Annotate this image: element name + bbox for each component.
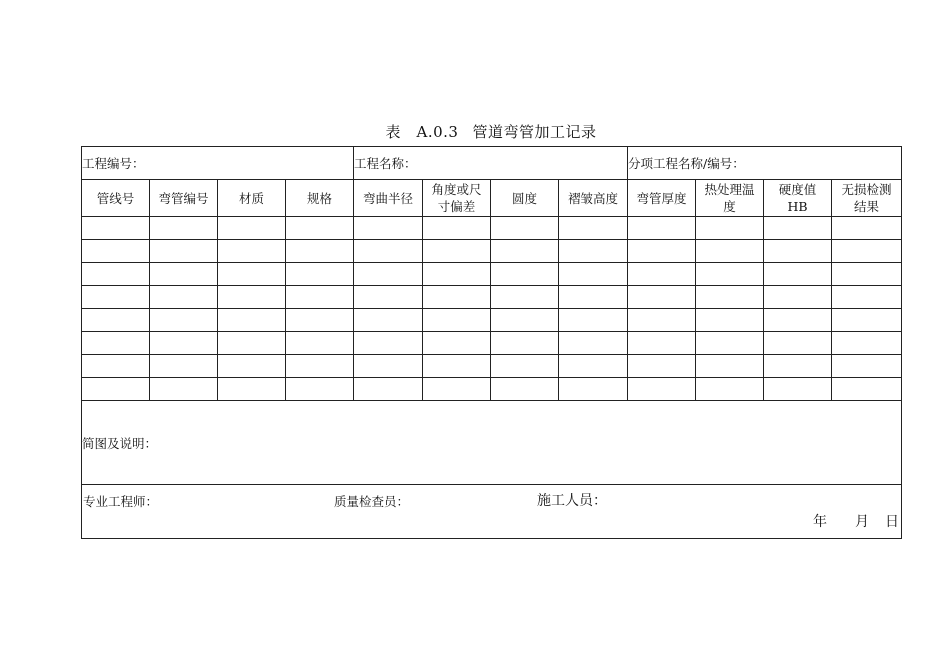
table-cell[interactable]	[150, 355, 218, 378]
table-title	[0, 121, 950, 142]
table-cell[interactable]	[832, 286, 902, 309]
table-cell[interactable]	[491, 378, 559, 401]
column-header	[559, 180, 628, 217]
column-header-row	[82, 180, 902, 217]
table-name: 管道弯管加工记录	[472, 123, 597, 141]
signature-cell	[82, 485, 902, 539]
engineer-label: 专业工程师：	[83, 494, 159, 509]
table-cell[interactable]	[82, 332, 150, 355]
table-cell[interactable]	[832, 217, 902, 240]
column-header	[764, 180, 832, 217]
table-cell[interactable]	[628, 332, 696, 355]
table-cell[interactable]	[354, 332, 423, 355]
table-cell[interactable]	[628, 263, 696, 286]
table-cell[interactable]	[286, 240, 354, 263]
inspector-label: 质量检查员：	[334, 494, 410, 509]
project-name-label: 工程名称：	[354, 156, 417, 171]
table-cell[interactable]	[150, 217, 218, 240]
table-cell[interactable]	[82, 240, 150, 263]
table-cell[interactable]	[559, 355, 628, 378]
table-cell[interactable]	[559, 332, 628, 355]
table-cell[interactable]	[559, 240, 628, 263]
project-no-label: 工程编号：	[82, 156, 145, 171]
column-header	[696, 180, 764, 217]
table-cell[interactable]	[696, 217, 764, 240]
month-label: 月	[855, 514, 869, 530]
column-header-line1: 弯管厚度	[636, 190, 687, 206]
table-cell[interactable]	[354, 263, 423, 286]
table-cell[interactable]	[764, 286, 832, 309]
project-info-row	[82, 147, 902, 180]
table-cell[interactable]	[491, 355, 559, 378]
table-cell[interactable]	[354, 378, 423, 401]
table-cell[interactable]	[628, 240, 696, 263]
column-header-line1: 硬度值	[778, 182, 817, 197]
table-cell[interactable]	[628, 217, 696, 240]
table-cell[interactable]	[423, 355, 491, 378]
bend-record-table	[81, 146, 902, 539]
table-cell[interactable]	[764, 309, 832, 332]
table-cell[interactable]	[286, 378, 354, 401]
table-cell[interactable]	[832, 309, 902, 332]
table-cell[interactable]	[559, 378, 628, 401]
date-line	[813, 511, 899, 531]
table-cell[interactable]	[82, 378, 150, 401]
table-cell[interactable]	[628, 355, 696, 378]
day-label: 日	[885, 514, 899, 530]
table-row	[82, 378, 902, 401]
sketch-row	[82, 401, 902, 485]
table-cell[interactable]	[559, 286, 628, 309]
project-name-cell[interactable]	[354, 147, 628, 180]
table-cell[interactable]	[218, 240, 286, 263]
table-cell[interactable]	[423, 378, 491, 401]
table-cell[interactable]	[354, 309, 423, 332]
table-cell[interactable]	[491, 240, 559, 263]
column-header-line2: 结果	[853, 199, 879, 214]
table-cell[interactable]	[218, 286, 286, 309]
year-label: 年	[813, 514, 827, 530]
table-cell[interactable]	[832, 332, 902, 355]
table-cell[interactable]	[764, 332, 832, 355]
table-cell[interactable]	[628, 286, 696, 309]
table-cell[interactable]	[559, 309, 628, 332]
column-header	[82, 180, 150, 217]
column-header	[628, 180, 696, 217]
table-cell[interactable]	[286, 217, 354, 240]
table-cell[interactable]	[832, 355, 902, 378]
table-cell[interactable]	[491, 263, 559, 286]
table-cell[interactable]	[286, 309, 354, 332]
column-header-line2: 寸偏差	[437, 199, 476, 214]
table-cell[interactable]	[423, 286, 491, 309]
table-number: 表 A.0.3	[385, 123, 459, 141]
table-cell[interactable]	[764, 378, 832, 401]
table-cell[interactable]	[218, 309, 286, 332]
table-cell[interactable]	[150, 378, 218, 401]
table-cell[interactable]	[286, 263, 354, 286]
column-header-line1: 圆度	[511, 190, 537, 206]
table-cell[interactable]	[628, 378, 696, 401]
table-cell[interactable]	[696, 332, 764, 355]
project-no-cell[interactable]	[82, 147, 354, 180]
column-header-line1: 规格	[306, 190, 332, 206]
table-cell[interactable]	[150, 332, 218, 355]
table-cell[interactable]	[423, 240, 491, 263]
table-row	[82, 240, 902, 263]
column-header-line1: 褶皱高度	[567, 190, 618, 206]
table-cell[interactable]	[354, 355, 423, 378]
table-cell[interactable]	[832, 378, 902, 401]
column-header	[150, 180, 218, 217]
table-cell[interactable]	[150, 240, 218, 263]
table-cell[interactable]	[218, 355, 286, 378]
column-header-line2: HB	[787, 199, 808, 214]
table-cell[interactable]	[150, 263, 218, 286]
table-cell[interactable]	[491, 332, 559, 355]
column-header-line1: 弯管编号	[158, 190, 209, 206]
table-cell[interactable]	[696, 378, 764, 401]
table-cell[interactable]	[764, 355, 832, 378]
table-cell[interactable]	[354, 286, 423, 309]
table-cell[interactable]	[82, 355, 150, 378]
column-header	[286, 180, 354, 217]
table-cell[interactable]	[491, 309, 559, 332]
table-cell[interactable]	[764, 240, 832, 263]
table-cell[interactable]	[696, 309, 764, 332]
table-cell[interactable]	[491, 286, 559, 309]
table-cell[interactable]	[696, 355, 764, 378]
table-cell[interactable]	[354, 217, 423, 240]
table-row	[82, 263, 902, 286]
table-cell[interactable]	[764, 217, 832, 240]
table-cell[interactable]	[696, 263, 764, 286]
table-cell[interactable]	[218, 217, 286, 240]
table-cell[interactable]	[150, 286, 218, 309]
table-cell[interactable]	[696, 240, 764, 263]
table-cell[interactable]	[150, 309, 218, 332]
table-cell[interactable]	[423, 332, 491, 355]
table-cell[interactable]	[82, 309, 150, 332]
table-row	[82, 332, 902, 355]
table-cell[interactable]	[559, 263, 628, 286]
worker-label: 施工人员：	[537, 493, 607, 509]
column-header-line1: 弯曲半径	[362, 190, 413, 206]
table-cell[interactable]	[696, 286, 764, 309]
column-header	[832, 180, 902, 217]
table-cell[interactable]	[423, 309, 491, 332]
sketch-cell[interactable]	[82, 401, 902, 485]
table-cell[interactable]	[628, 309, 696, 332]
column-header	[491, 180, 559, 217]
table-cell[interactable]	[82, 286, 150, 309]
table-cell[interactable]	[832, 263, 902, 286]
table-row	[82, 355, 902, 378]
column-header	[218, 180, 286, 217]
column-header	[354, 180, 423, 217]
column-header-line1: 材质	[238, 190, 264, 206]
table-row	[82, 217, 902, 240]
table-row	[82, 309, 902, 332]
column-header-line1: 管线号	[96, 190, 135, 206]
table-cell[interactable]	[559, 217, 628, 240]
table-cell[interactable]	[82, 263, 150, 286]
table-cell[interactable]	[423, 263, 491, 286]
sub-project-cell[interactable]	[628, 147, 902, 180]
table-cell[interactable]	[218, 378, 286, 401]
column-header-line1: 角度或尺	[431, 182, 482, 197]
table-cell[interactable]	[218, 332, 286, 355]
table-cell[interactable]	[832, 240, 902, 263]
table-cell[interactable]	[423, 217, 491, 240]
table-cell[interactable]	[82, 217, 150, 240]
table-row	[82, 286, 902, 309]
table-cell[interactable]	[764, 263, 832, 286]
data-rows	[82, 217, 902, 401]
table-cell[interactable]	[354, 240, 423, 263]
table-cell[interactable]	[286, 355, 354, 378]
signature-row	[82, 485, 902, 539]
sketch-label: 简图及说明：	[82, 435, 158, 451]
column-header	[423, 180, 491, 217]
sub-project-label: 分项工程名称/编号：	[628, 156, 745, 171]
table-cell[interactable]	[286, 286, 354, 309]
table-cell[interactable]	[218, 263, 286, 286]
table-cell[interactable]	[491, 217, 559, 240]
table-cell[interactable]	[286, 332, 354, 355]
column-header-line1: 无损检测	[841, 182, 892, 197]
column-header-line1: 热处理温	[704, 182, 755, 197]
column-header-line2: 度	[723, 199, 736, 214]
